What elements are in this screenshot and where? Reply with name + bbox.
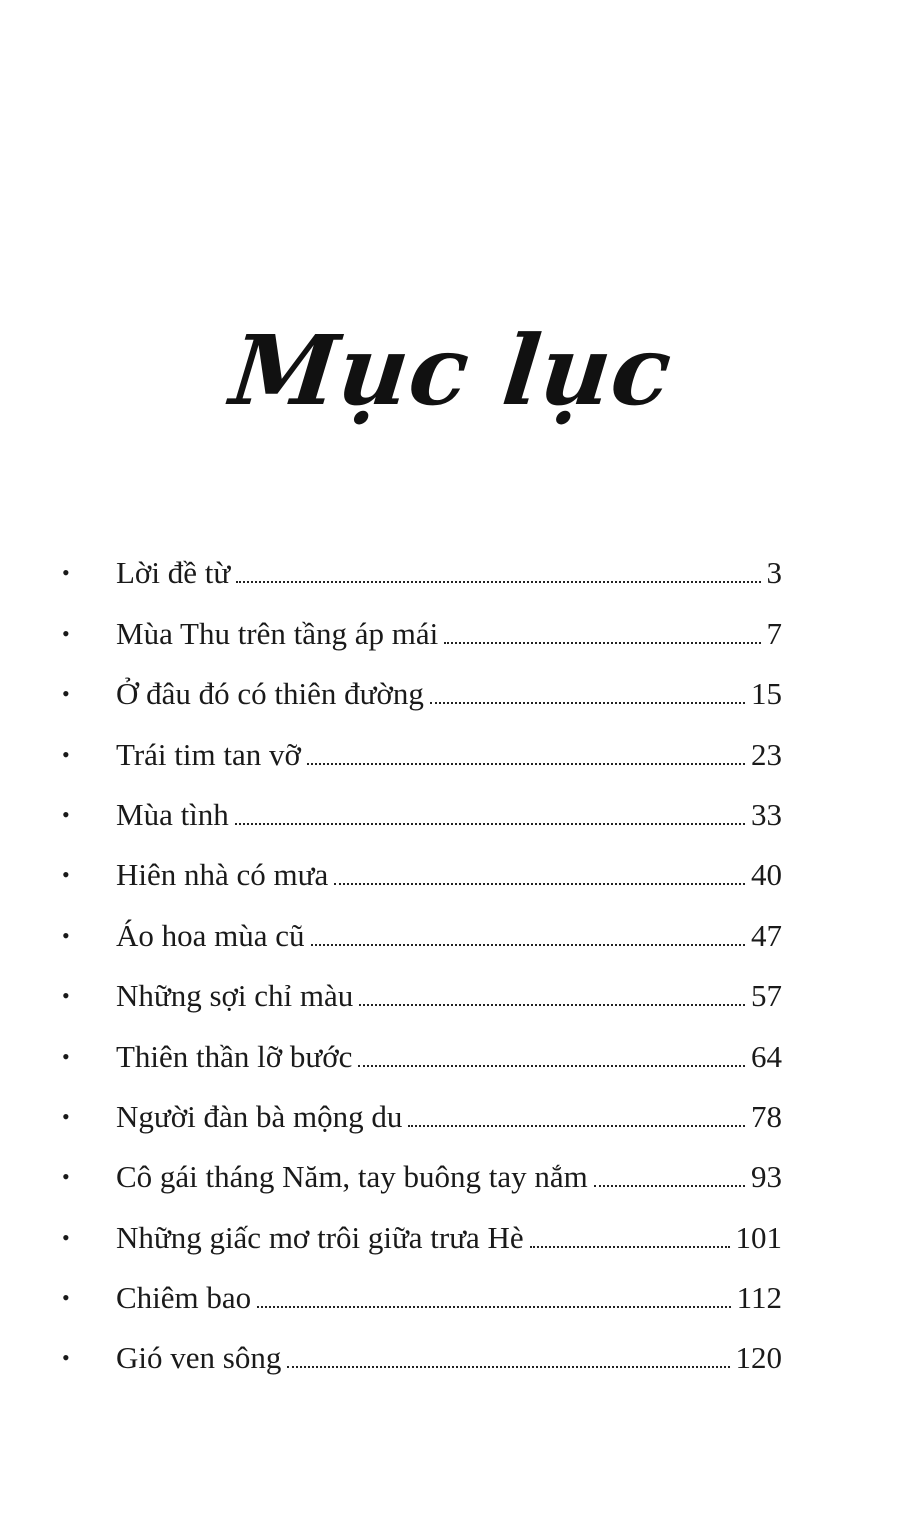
- bullet-icon: •: [62, 560, 70, 586]
- bullet-icon: •: [62, 620, 70, 646]
- toc-entry: [62, 892, 782, 952]
- toc-entry-title: Những sợi chỉ màu: [116, 978, 354, 1014]
- toc-entry-page: 57: [751, 978, 782, 1014]
- table-of-contents: [62, 530, 782, 1375]
- toc-entry-page: 112: [736, 1280, 782, 1316]
- toc-entry-page: 101: [735, 1219, 782, 1255]
- dot-leader: [307, 763, 745, 765]
- toc-entry-page: 120: [735, 1340, 782, 1376]
- bullet-icon: •: [62, 1285, 70, 1311]
- bullet-icon: •: [62, 801, 70, 827]
- bullet-icon: •: [62, 1224, 70, 1250]
- bullet-icon: •: [62, 1345, 70, 1371]
- toc-entry-title: Trái tim tan vỡ: [116, 736, 301, 772]
- bullet-icon: •: [62, 681, 70, 707]
- toc-entry-page: 47: [751, 917, 782, 953]
- bullet-icon: •: [62, 983, 70, 1009]
- toc-entry-title: Hiên nhà có mưa: [116, 857, 329, 893]
- bullet-icon: •: [62, 922, 70, 948]
- bullet-icon: •: [62, 862, 70, 888]
- dot-leader: [287, 1366, 729, 1368]
- toc-entry-page: 23: [751, 736, 782, 772]
- toc-entry-title: Cô gái tháng Năm, tay buông tay nắm: [116, 1159, 588, 1195]
- dot-leader: [235, 823, 745, 825]
- dot-leader: [444, 642, 760, 644]
- toc-entry-title: Ở đâu đó có thiên đường: [116, 676, 424, 712]
- dot-leader: [408, 1125, 745, 1127]
- toc-entry: [62, 651, 782, 711]
- toc-entry-title: Thiên thần lỡ bước: [116, 1038, 353, 1074]
- toc-entry: [62, 1074, 782, 1134]
- toc-entry: [62, 1315, 782, 1375]
- bullet-icon: •: [62, 1043, 70, 1069]
- toc-entry: [62, 590, 782, 650]
- toc-entry: [62, 1134, 782, 1194]
- toc-entry-title: Lời đề từ: [116, 555, 231, 591]
- dot-leader: [311, 944, 745, 946]
- toc-entry: [62, 953, 782, 1013]
- toc-entry-page: 3: [766, 555, 782, 591]
- toc-entry-title: Gió ven sông: [116, 1340, 282, 1376]
- dot-leader: [334, 883, 745, 885]
- toc-entry-page: 33: [751, 796, 782, 832]
- toc-entry-title: Áo hoa mùa cũ: [116, 917, 305, 953]
- toc-entry-page: 93: [751, 1159, 782, 1195]
- bullet-icon: •: [62, 1164, 70, 1190]
- dot-leader: [430, 702, 745, 704]
- toc-entry: [62, 832, 782, 892]
- toc-entry-page: 40: [751, 857, 782, 893]
- dot-leader: [236, 581, 760, 583]
- toc-entry: [62, 772, 782, 832]
- toc-entry-page: 15: [751, 676, 782, 712]
- dot-leader: [359, 1004, 745, 1006]
- toc-entry-title: Người đàn bà mộng du: [116, 1098, 403, 1134]
- toc-entry: [62, 530, 782, 590]
- toc-entry-title: Mùa tình: [116, 796, 229, 832]
- dot-leader: [358, 1065, 745, 1067]
- dot-leader: [594, 1185, 745, 1187]
- bullet-icon: •: [62, 741, 70, 767]
- toc-entry: [62, 711, 782, 771]
- toc-entry-page: 7: [766, 615, 782, 651]
- toc-entry-title: Mùa Thu trên tầng áp mái: [116, 615, 439, 651]
- dot-leader: [530, 1246, 730, 1248]
- toc-entry-title: Những giấc mơ trôi giữa trưa Hè: [116, 1219, 524, 1255]
- dot-leader: [257, 1306, 730, 1308]
- page-title: Mục lục: [225, 314, 678, 427]
- toc-entry: [62, 1013, 782, 1073]
- toc-entry-page: 78: [751, 1098, 782, 1134]
- toc-entry-title: Chiêm bao: [116, 1280, 252, 1316]
- bullet-icon: •: [62, 1103, 70, 1129]
- toc-entry: [62, 1194, 782, 1254]
- toc-entry: [62, 1255, 782, 1315]
- toc-entry-page: 64: [751, 1038, 782, 1074]
